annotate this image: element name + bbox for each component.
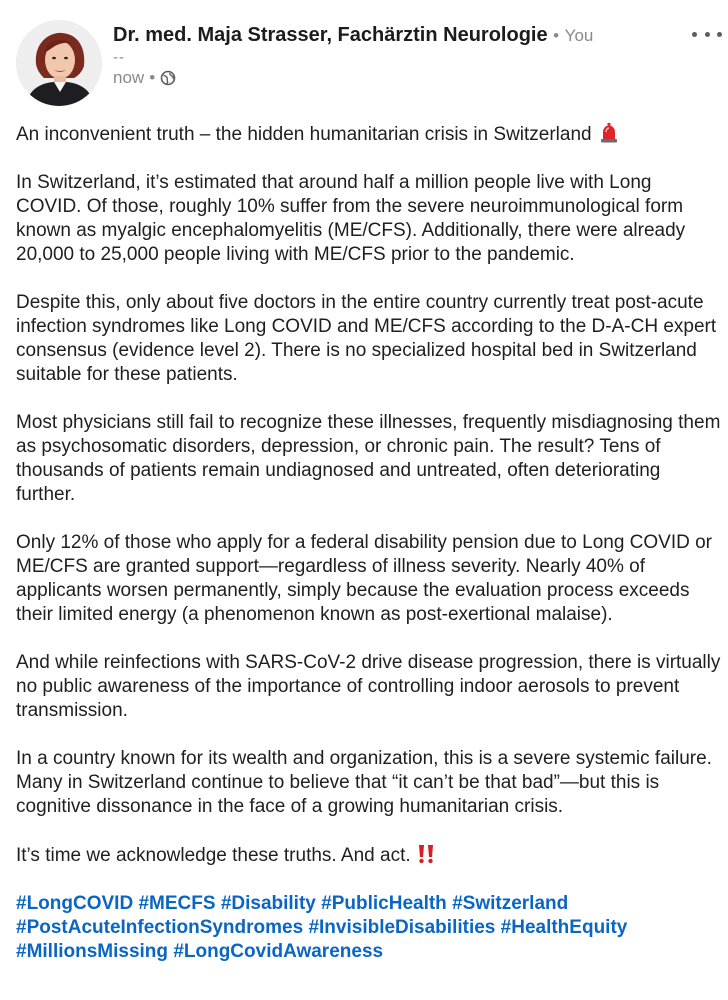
post-title-text: An inconvenient truth – the hidden humanitarian crisis in Switzerland [16, 124, 592, 145]
post-title [16, 122, 722, 147]
hashtag-link[interactable]: #PostAcuteInfectionSyndromes [16, 917, 304, 938]
hashtag-link[interactable]: #MECFS [138, 893, 216, 914]
post-body [16, 122, 722, 964]
hashtag-link[interactable]: #Switzerland [452, 893, 569, 914]
connection-degree: You [564, 26, 594, 45]
double-exclamation-icon [415, 843, 437, 865]
paragraph-1: In Switzerland, it’s estimated that around half a million people live with Long COVID. Of those, roughly 10% suffer from the severe neuroimmunological form known as myalgic encephalomyelitis (ME/CFS). Additionally, there were already 20,000 to 25,000 people living with ME/CFS prior to the pandemic. [16, 172, 686, 265]
separator-dot: • [553, 26, 560, 45]
paragraph-2: Despite this, only about five doctors in the entire country currently treat post-acute infection syndromes like Long COVID and ME/CFS according to the D-A-CH expert consensus (evidence level 2). There is no specialized hospital bed in Switzerland suitable for these patients. [16, 292, 717, 385]
siren-icon [598, 122, 620, 144]
more-options-dot [717, 32, 722, 37]
closing-text: It’s time we acknowledge these truths. And act. [16, 845, 411, 866]
paragraph-5: And while reinfections with SARS-CoV-2 drive disease progression, there is virtually no public awareness of the importance of controlling indoor aerosols to prevent transmission. [16, 652, 721, 721]
hashtag-link[interactable]: #LongCOVID [16, 893, 134, 914]
hashtag-list [16, 892, 722, 964]
author-info [113, 23, 673, 88]
hashtag-link[interactable]: #Disability [220, 893, 316, 914]
paragraph-6: In a country known for its wealth and organization, this is a severe systemic failure. Many in Switzerland continue to believe that “it can’t be that bad”—but this is cognitive dissonance in the face of a growing humanitarian crisis. [16, 748, 712, 817]
hashtag-link[interactable]: #MillionsMissing [16, 941, 169, 962]
globe-icon [160, 70, 176, 86]
hashtag-link[interactable]: #HealthEquity [500, 917, 628, 938]
author-name[interactable]: Dr. med. Maja Strasser, Fachärztin Neurologie [113, 24, 548, 46]
post-timestamp: now [113, 68, 145, 87]
avatar-portrait-icon [16, 20, 102, 106]
hashtag-link[interactable]: #LongCovidAwareness [173, 941, 384, 962]
author-line [113, 23, 673, 48]
author-headline: -- [113, 49, 125, 66]
author-avatar[interactable] [16, 20, 102, 106]
hashtag-link[interactable]: #PublicHealth [321, 893, 447, 914]
more-options-dot [705, 32, 710, 37]
more-options-button[interactable] [692, 22, 722, 46]
paragraph-3: Most physicians still fail to recognize these illnesses, frequently misdiagnosing them as psychosomatic disorders, depression, or chronic pain. The result? Tens of thousands of patients remain undiagnosed and untreated, often deteriorating further. [16, 412, 721, 505]
hashtag-link[interactable]: #InvisibleDisabilities [308, 917, 496, 938]
paragraph-4: Only 12% of those who apply for a federal disability pension due to Long COVID or ME/CFS are granted support—regardless of illness severity. Nearly 40% of applicants worsen permanently, simply because the evaluation process exceeds their limited energy (a phenomenon known as post-exertional malaise). [16, 532, 713, 625]
post-header [14, 18, 714, 110]
meta-separator: • [149, 68, 156, 87]
post-meta [113, 68, 673, 88]
more-options-dot [692, 32, 697, 37]
closing-line [16, 843, 722, 868]
